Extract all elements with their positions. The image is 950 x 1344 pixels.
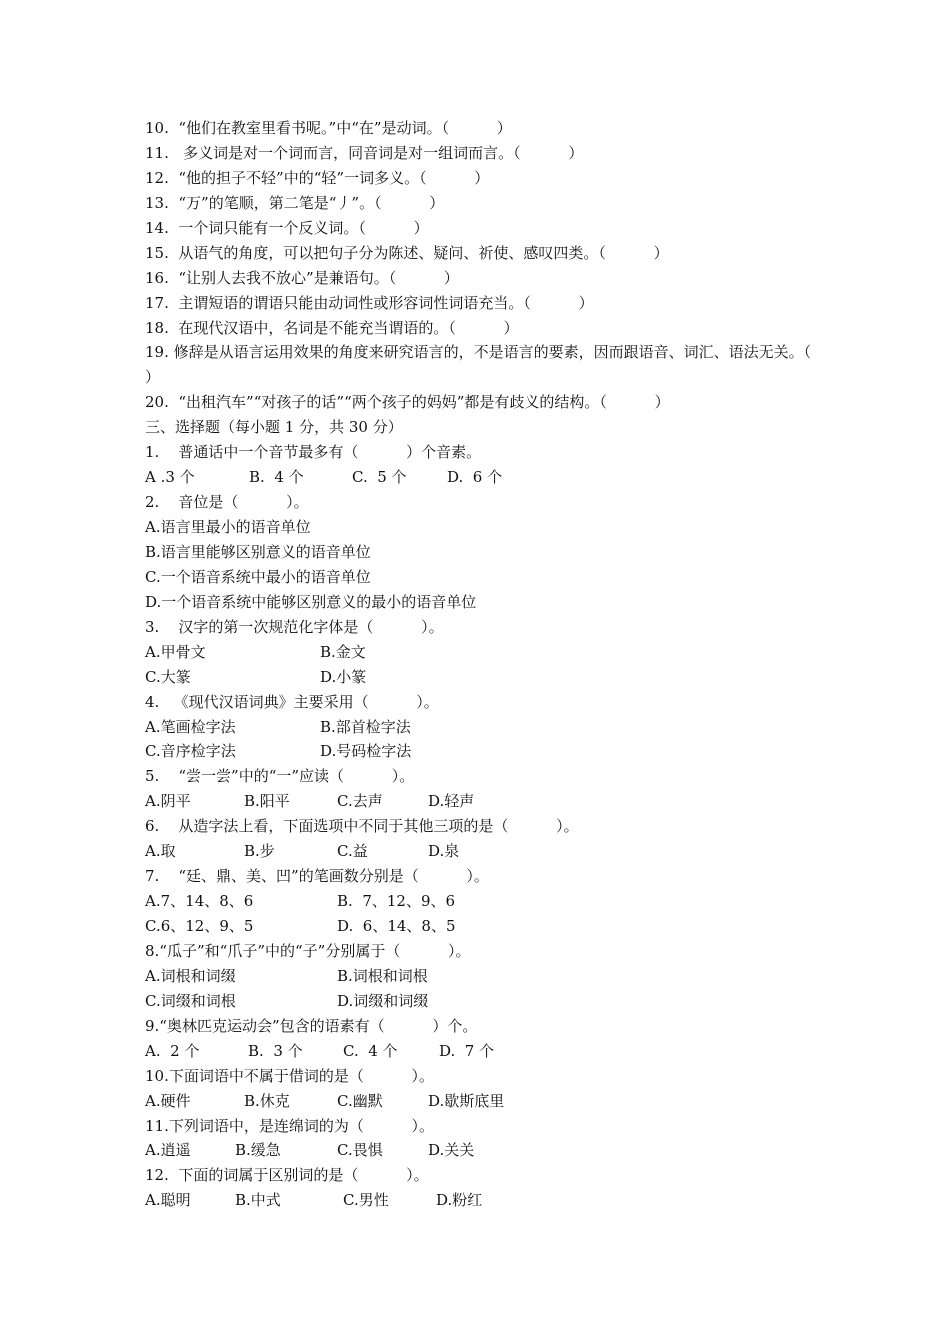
option-a: A .3 个	[145, 468, 195, 487]
judge-item-20: 20. “出租汽车”“对孩子的话”“两个孩子的妈妈”都是有歧义的结构。（ ）	[145, 393, 670, 412]
option-c: C.大篆	[145, 667, 191, 686]
question-8-options-row-2	[145, 989, 815, 1014]
judge-item-13: 13. “万”的笔顺，第二笔是“丿”。（ ）	[145, 193, 445, 212]
option-d: D.一个语音系统中能够区别意义的最小的语音单位	[145, 592, 477, 611]
judge-item-14: 14. 一个词只能有一个反义词。（ ）	[145, 218, 429, 237]
option-c: C.益	[337, 842, 368, 861]
option-a: A.语言里最小的语音单位	[145, 518, 311, 537]
judge-item-12: 12. “他的担子不轻”中的“轻”一词多义。（ ）	[145, 168, 490, 187]
question-7-options-row-1	[145, 889, 815, 914]
option-b: B.中式	[235, 1191, 281, 1210]
option-c: C. 4 个	[343, 1041, 398, 1060]
question-1-stem: 1. 普通话中一个音节最多有（ ）个音素。	[145, 443, 482, 462]
judge-item-15: 15. 从语气的角度，可以把句子分为陈述、疑问、祈使、感叹四类。（ ）	[145, 243, 669, 262]
option-d: D.号码检字法	[320, 742, 412, 761]
option-a: A.词根和词缀	[145, 966, 236, 985]
question-8-stem: 8.“瓜子”和“爪子”中的“子”分别属于（ ）。	[145, 941, 471, 960]
judge-item-11: 11. 多义词是对一个词而言，同音词是对一组词而言。（ ）	[145, 143, 584, 162]
option-c: C.词缀和词根	[145, 991, 236, 1010]
option-c: C. 5 个	[352, 468, 407, 487]
option-a: A.聪明	[145, 1191, 191, 1210]
question-10-options	[145, 1089, 815, 1114]
option-d: D.轻声	[428, 792, 475, 811]
question-11-stem: 11.下列词语中，是连绵词的为（ ）。	[145, 1116, 435, 1135]
judge-item-19: 19. 修辞是从语言运用效果的角度来研究语言的，不是语言的要素，因而跟语音、词汇、语法无关。（ ）	[145, 343, 812, 387]
question-5-stem: 5. “尝一尝”中的“一”应读（ ）。	[145, 767, 415, 786]
option-d: D.小篆	[320, 667, 367, 686]
option-b: B. 3 个	[248, 1041, 303, 1060]
option-d: D.词缀和词缀	[337, 991, 429, 1010]
question-9-stem: 9.“奥林匹克运动会”包含的语素有（ ）个。	[145, 1016, 478, 1035]
judge-item-18: 18. 在现代汉语中，名词是不能充当谓语的。（ ）	[145, 318, 519, 337]
option-d: D.关关	[428, 1141, 475, 1160]
question-8-options-row-1	[145, 964, 815, 989]
option-b: B.阳平	[244, 792, 290, 811]
option-a: A.硬件	[145, 1091, 191, 1110]
option-b: B.词根和词根	[337, 966, 428, 985]
option-d: D. 7 个	[439, 1041, 495, 1060]
option-d: D.歇斯底里	[428, 1091, 505, 1110]
question-6-options	[145, 839, 815, 864]
option-d: D. 6 个	[447, 468, 503, 487]
judge-item-16: 16. “让别人去我不放心”是兼语句。（ ）	[145, 268, 459, 287]
question-5-options	[145, 789, 815, 814]
question-6-stem: 6. 从造字法上看，下面选项中不同于其他三项的是（ ）。	[145, 817, 579, 836]
question-7-stem: 7. “廷、鼎、美、凹”的笔画数分别是（ ）。	[145, 867, 489, 886]
question-7-options-row-2	[145, 914, 815, 939]
option-b: B. 7、12、9、6	[337, 892, 456, 911]
option-b: B.休克	[244, 1091, 290, 1110]
option-a: A.笔画检字法	[145, 717, 236, 736]
question-4-stem: 4. 《现代汉语词典》主要采用（ ）。	[145, 692, 439, 711]
question-3-options-row-2	[145, 665, 815, 690]
question-9-options	[145, 1039, 815, 1064]
judge-item-10: 10. “他们在教室里看书呢。”中“在”是动词。（ ）	[145, 119, 512, 137]
option-a: A.甲骨文	[145, 642, 206, 661]
question-4-options-row-1	[145, 715, 815, 740]
option-a: A.取	[145, 842, 176, 861]
option-c: C.音序检字法	[145, 742, 236, 761]
option-a: A.逍遥	[145, 1141, 191, 1160]
question-4-options-row-2	[145, 739, 815, 764]
option-b: B.语言里能够区别意义的语音单位	[145, 542, 371, 561]
option-c: C.6、12、9、5	[145, 917, 254, 936]
option-d: D.泉	[428, 842, 460, 861]
judge-item-17: 17. 主谓短语的谓语只能由动词性或形容词性词语充当。（ ）	[145, 293, 594, 312]
question-1-options	[145, 465, 815, 490]
option-b: B.缓急	[235, 1141, 281, 1160]
option-a: A.7、14、8、6	[145, 892, 254, 911]
page-content	[145, 116, 815, 1213]
option-c: C.男性	[343, 1191, 389, 1210]
option-b: B. 4 个	[249, 468, 304, 487]
section-title: 三、选择题（每小题 1 分，共 30 分）	[145, 418, 403, 437]
question-10-stem: 10.下面词语中不属于借词的是（ ）。	[145, 1066, 435, 1085]
question-12-options	[145, 1188, 815, 1213]
option-a: A.阴平	[145, 792, 191, 811]
option-d: D.粉红	[436, 1191, 483, 1210]
option-c: C.一个语音系统中最小的语音单位	[145, 567, 371, 586]
option-b: B.步	[244, 842, 275, 861]
option-b: B.部首检字法	[320, 717, 411, 736]
option-c: C.去声	[337, 792, 383, 811]
question-2-stem: 2. 音位是（ ）。	[145, 493, 309, 512]
option-c: C.畏惧	[337, 1141, 383, 1160]
question-3-stem: 3. 汉字的第一次规范化字体是（ ）。	[145, 617, 444, 636]
question-12-stem: 12. 下面的词属于区别词的是（ ）。	[145, 1166, 429, 1185]
question-3-options-row-1	[145, 640, 815, 665]
option-d: D. 6、14、8、5	[337, 917, 456, 936]
question-11-options	[145, 1138, 815, 1163]
option-c: C.幽默	[337, 1091, 383, 1110]
option-a: A. 2 个	[145, 1041, 200, 1060]
option-b: B.金文	[320, 642, 366, 661]
